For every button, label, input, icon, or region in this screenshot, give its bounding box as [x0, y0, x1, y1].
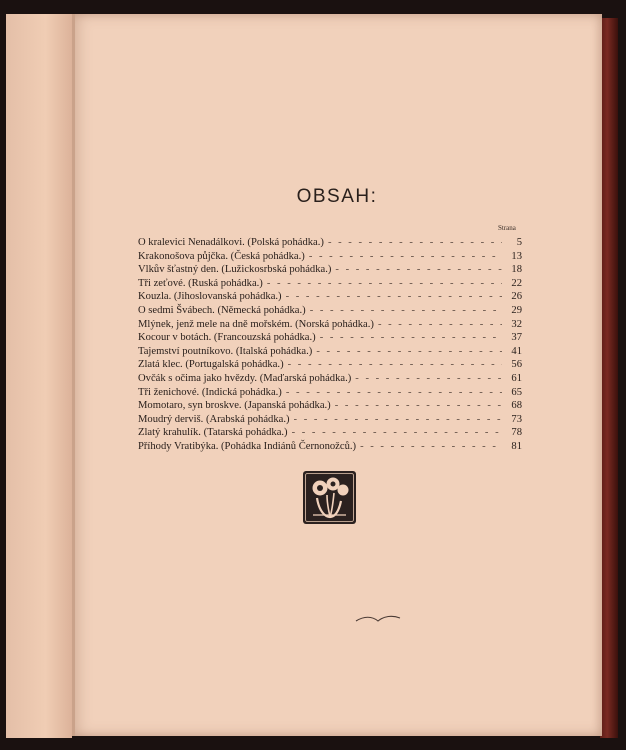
- toc-entry-title: Momotaro, syn broskve. (Japanská pohádka.): [138, 400, 331, 412]
- left-page-edge: [6, 14, 72, 738]
- toc-leader: [267, 278, 502, 289]
- gutter: [72, 14, 75, 736]
- toc-entry-page: 26: [511, 291, 522, 303]
- toc-entry-title: Příhody Vratibýka. (Pohádka Indiánů Černonožců.): [138, 440, 357, 452]
- pencil-mark-icon: [354, 612, 402, 626]
- toc-entry: [138, 319, 522, 333]
- toc-entry: [138, 237, 522, 251]
- toc-leader: [378, 319, 502, 330]
- toc-leader: [309, 251, 502, 262]
- toc-entry-title: Tajemství poutníkovo. (Italská pohádka.): [138, 345, 313, 357]
- toc-entry-title: Kocour v botách. (Francouzská pohádka.): [138, 332, 316, 344]
- toc-entry: [138, 251, 522, 265]
- toc-entry-title: O kralevici Nenadálkovi. (Polská pohádka.): [138, 237, 324, 248]
- toc-entry-page: 73: [511, 413, 522, 425]
- toc-entry-title: Zlatá klec. (Portugalská pohádka.): [138, 359, 284, 371]
- toc-entry-page: 65: [511, 386, 522, 398]
- toc-entry-page: 68: [511, 400, 522, 412]
- toc-leader: [320, 332, 502, 343]
- page-title: OBSAH:: [296, 186, 378, 207]
- toc-entry-page: 22: [511, 277, 522, 289]
- toc-entry-title: Kouzla. (Jihoslovanská pohádka.): [138, 291, 282, 303]
- toc-entry-page: 56: [511, 359, 522, 371]
- toc-entry: [138, 332, 522, 346]
- toc-entry-title: Moudrý derviš. (Arabská pohádka.): [138, 413, 290, 425]
- toc-entry-title: Tři ženichové. (Indická pohádka.): [138, 386, 282, 398]
- toc-entry-page: 41: [511, 345, 522, 357]
- toc-entry-title: Mlýnek, jenž mele na dně mořském. (Norská pohádka.): [138, 318, 374, 330]
- toc-entry-page: 81: [511, 440, 522, 452]
- toc-leader: [292, 427, 502, 438]
- toc-leader: [335, 400, 502, 411]
- toc-entry: [138, 359, 522, 373]
- toc-entry-page: 18: [511, 264, 522, 276]
- toc-entry-page: 78: [511, 427, 522, 439]
- toc-entry-page: 61: [511, 372, 522, 384]
- toc-entry: [138, 278, 522, 292]
- toc-leader: [355, 373, 502, 384]
- toc-entry-title: Krakonošova půjčka. (Česká pohádka.): [138, 250, 305, 262]
- toc-entry-title: Ovčák s očima jako hvězdy. (Maďarská pohádka.): [138, 372, 352, 384]
- toc-leader: [310, 305, 502, 316]
- toc-entry: [138, 400, 522, 414]
- page: [72, 14, 602, 736]
- toc-leader: [288, 359, 502, 370]
- table-of-contents: [138, 237, 522, 455]
- toc-leader: [360, 441, 502, 452]
- toc-leader: [316, 346, 502, 357]
- page-column-label: Strana: [498, 224, 516, 232]
- toc-entry: [138, 427, 522, 441]
- cover-edge: [600, 18, 618, 738]
- toc-entry: [138, 387, 522, 401]
- toc-entry-page: 13: [511, 250, 522, 262]
- toc-entry-title: O sedmi Švábech. (Německá pohádka.): [138, 304, 306, 316]
- toc-entry: [138, 264, 522, 278]
- toc-entry-page: 32: [511, 318, 522, 330]
- toc-entry: [138, 414, 522, 428]
- toc-entry-title: Zlatý krahulík. (Tatarská pohádka.): [138, 427, 288, 439]
- toc-leader: [335, 264, 502, 275]
- toc-entry: [138, 291, 522, 305]
- toc-entry: [138, 305, 522, 319]
- toc-entry-page: 5: [516, 237, 522, 248]
- toc-entry: [138, 346, 522, 360]
- toc-leader: [328, 237, 502, 248]
- toc-entry: [138, 441, 522, 455]
- toc-entry-title: Vlkův šťastný den. (Lužickosrbská pohádka.): [138, 264, 332, 276]
- toc-entry-page: 29: [511, 304, 522, 316]
- floral-ornament-icon: [303, 471, 356, 524]
- toc-entry-title: Tři zeťové. (Ruská pohádka.): [138, 277, 263, 289]
- toc-leader: [286, 387, 502, 398]
- toc-entry-page: 37: [511, 332, 522, 344]
- toc-entry: [138, 373, 522, 387]
- toc-leader: [294, 414, 502, 425]
- toc-leader: [286, 291, 502, 302]
